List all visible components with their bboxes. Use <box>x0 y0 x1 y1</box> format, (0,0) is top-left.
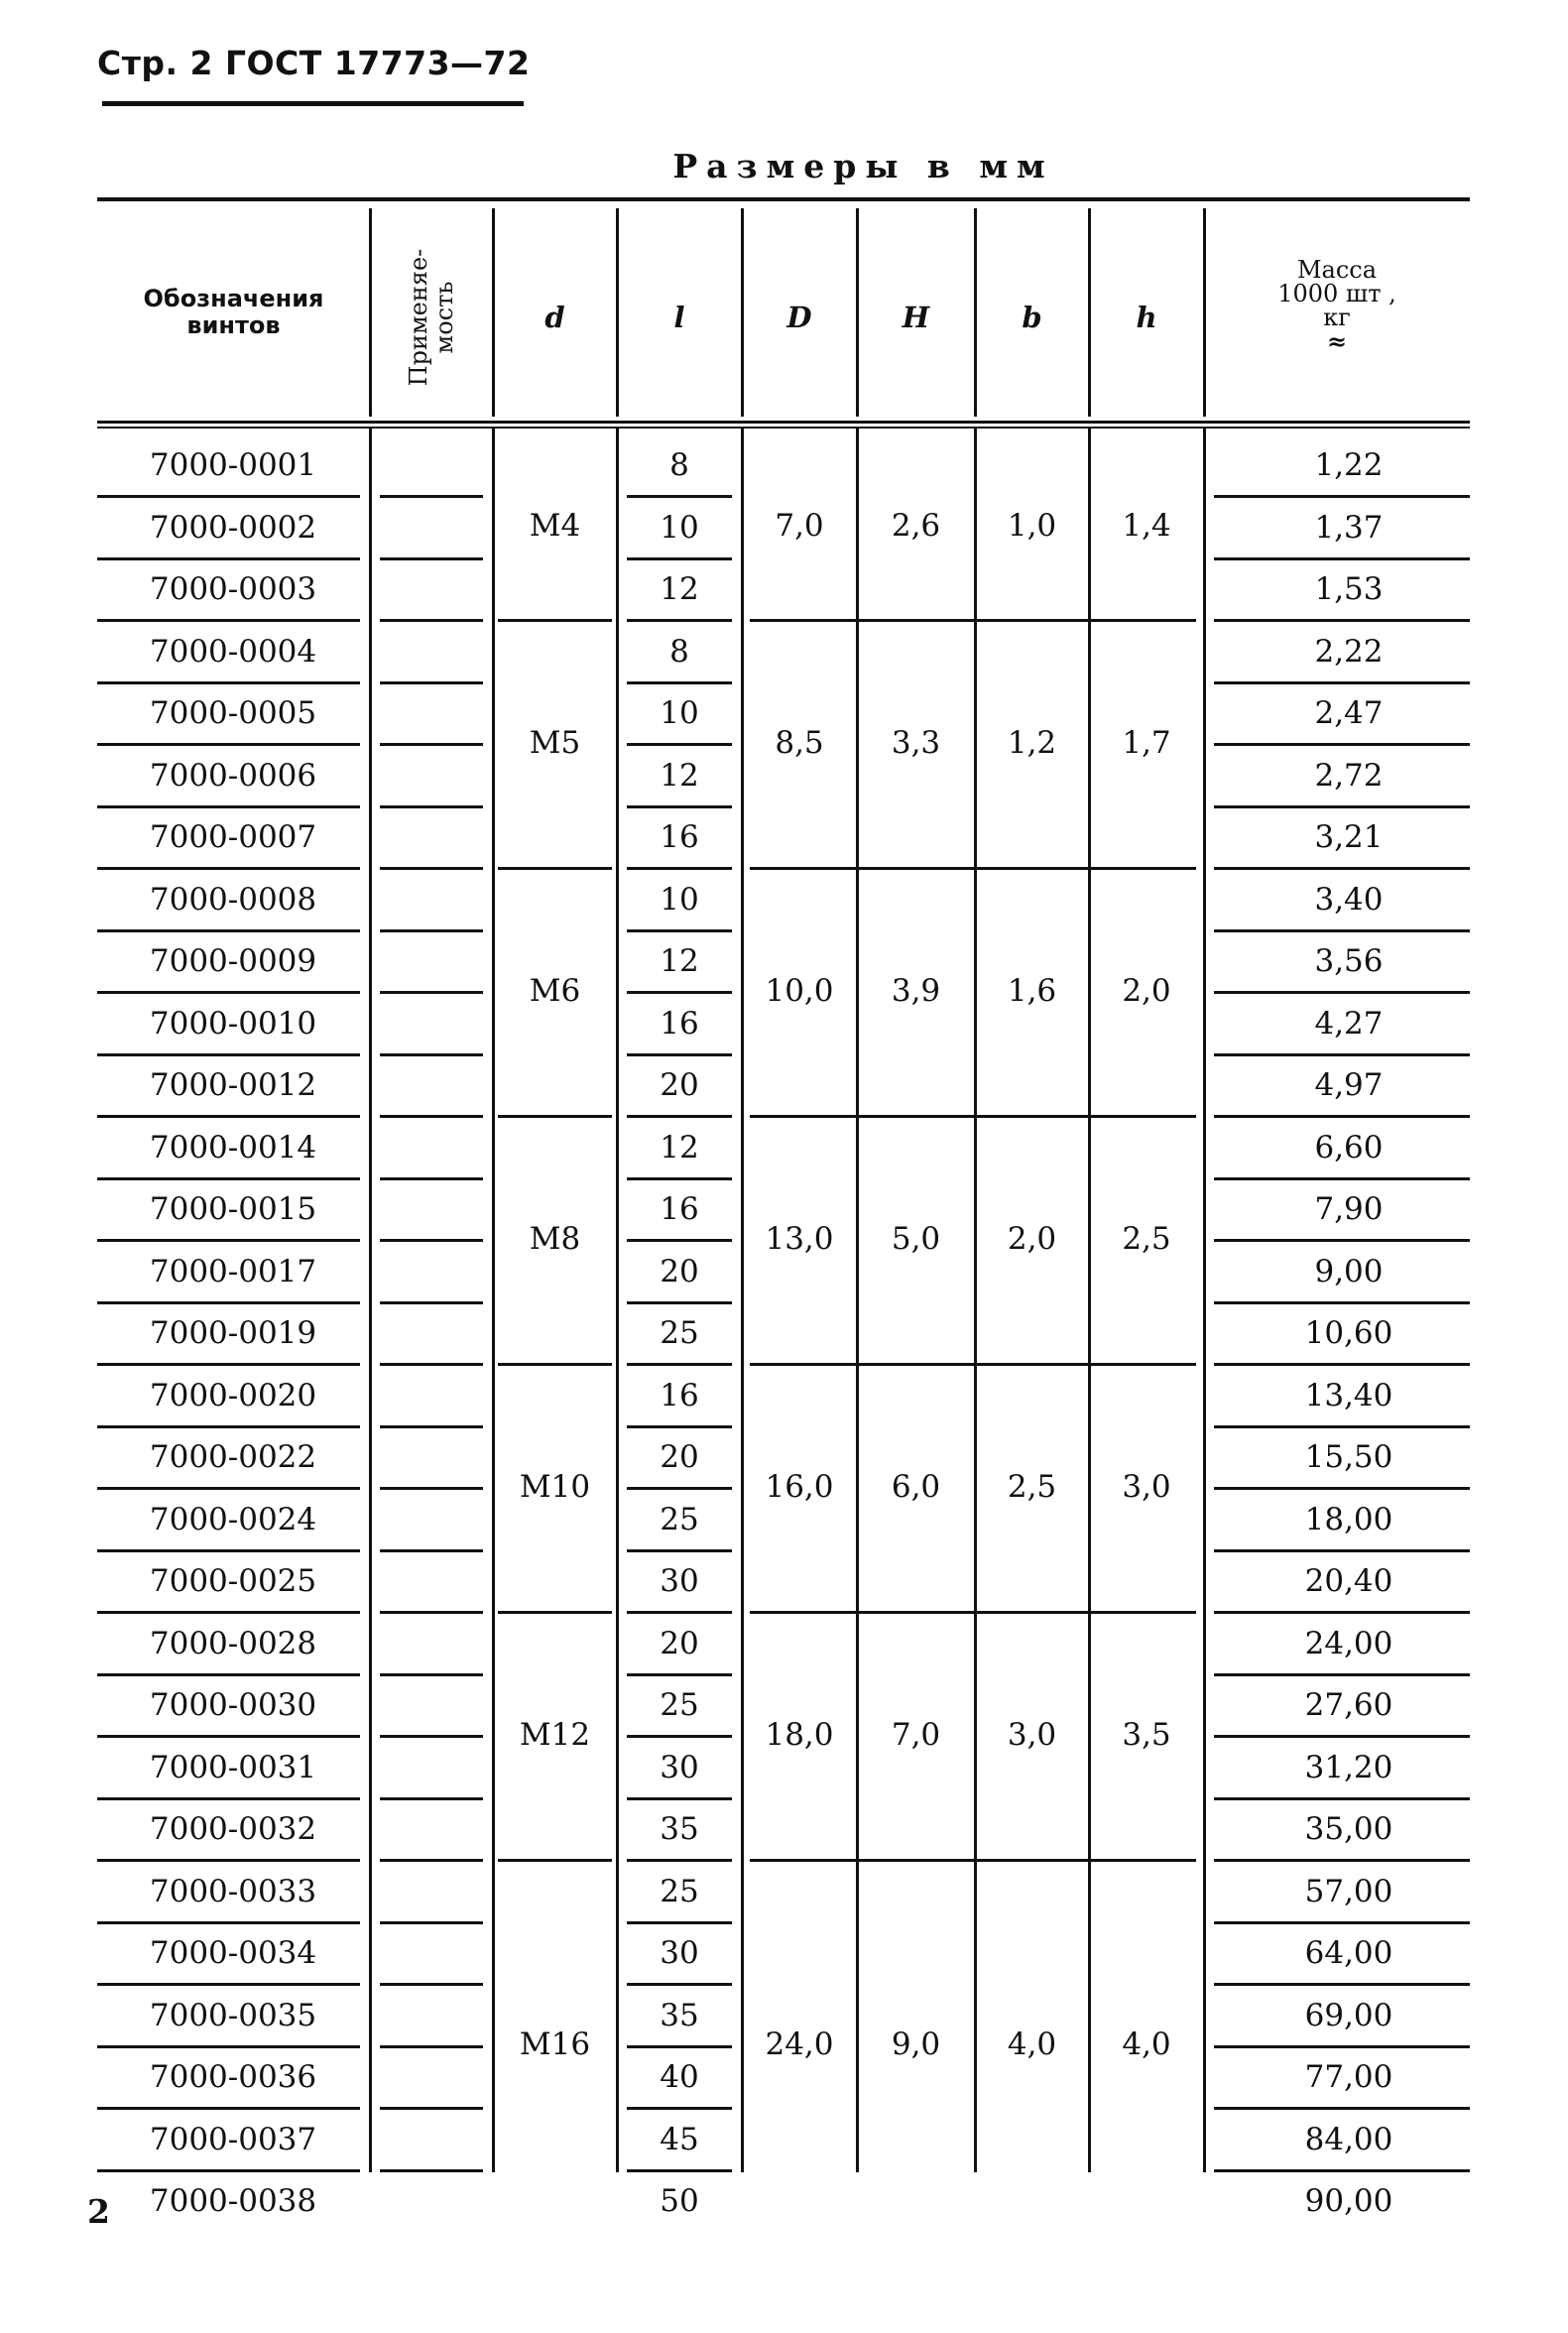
row-rule <box>380 1797 483 1800</box>
row-rule <box>627 1487 732 1490</box>
col-header-d: d <box>544 301 565 334</box>
length-l: 8 <box>669 447 689 484</box>
row-rule <box>380 1053 483 1056</box>
body-column-divider <box>369 429 372 2172</box>
dimension-D: 16,0 <box>765 1468 834 1505</box>
dimension-b: 1,2 <box>1007 724 1057 761</box>
length-l: 45 <box>660 2121 699 2157</box>
dimension-h: 4,0 <box>1122 2026 1171 2062</box>
row-rule <box>627 1239 732 1242</box>
col-header-mass-line: Масса <box>1296 256 1378 284</box>
length-l: 30 <box>660 1935 699 1972</box>
row-rule <box>627 743 732 746</box>
screw-designation: 7000-0034 <box>149 1935 317 1972</box>
row-rule <box>380 1549 483 1552</box>
length-l: 25 <box>660 1315 699 1352</box>
thread-d: М10 <box>519 1468 591 1505</box>
length-l: 10 <box>660 509 699 546</box>
row-rule <box>380 557 483 560</box>
screw-designation: 7000-0002 <box>149 509 317 546</box>
screw-designation: 7000-0031 <box>149 1749 317 1785</box>
screw-designation: 7000-0022 <box>149 1439 317 1476</box>
header-column-divider <box>974 208 977 417</box>
dimension-h: 1,7 <box>1122 724 1171 761</box>
row-rule <box>1214 1115 1470 1118</box>
group-rule <box>750 619 1196 622</box>
row-rule <box>97 1549 360 1552</box>
row-rule <box>1214 1859 1470 1862</box>
row-rule <box>627 1921 732 1924</box>
mass-value: 90,00 <box>1304 2183 1393 2220</box>
row-rule <box>380 1859 483 1862</box>
mass-value: 2,22 <box>1314 633 1384 670</box>
row-rule <box>627 1611 732 1614</box>
screw-designation: 7000-0008 <box>149 881 317 918</box>
page-number: 2 <box>87 2192 110 2231</box>
length-l: 30 <box>660 1563 699 1600</box>
dimension-h: 2,5 <box>1122 1220 1171 1257</box>
row-rule <box>380 867 483 870</box>
row-rule <box>97 2107 360 2110</box>
body-column-divider <box>1203 429 1206 2172</box>
dimension-H: 6,0 <box>891 1468 941 1505</box>
mass-value: 9,00 <box>1314 1253 1384 1289</box>
mass-value: 3,56 <box>1314 943 1384 980</box>
row-rule <box>97 1797 360 1800</box>
screw-designation: 7000-0037 <box>149 2121 317 2157</box>
units-caption: Размеры в мм <box>672 147 1054 185</box>
group-rule <box>750 1363 1196 1366</box>
screw-designation: 7000-0007 <box>149 819 317 856</box>
row-rule <box>97 2045 360 2048</box>
row-rule <box>627 495 732 498</box>
header-bottom-rule <box>97 421 1470 424</box>
row-rule <box>1214 929 1470 932</box>
length-l: 25 <box>660 1501 699 1537</box>
thread-d: М4 <box>529 507 581 544</box>
dimension-D: 24,0 <box>765 2026 834 2062</box>
col-header-b: b <box>1022 301 1042 334</box>
mass-value: 64,00 <box>1304 1935 1393 1972</box>
mass-value: 77,00 <box>1304 2059 1393 2096</box>
dimension-b: 3,0 <box>1007 1716 1057 1753</box>
row-rule <box>1214 2045 1470 2048</box>
group-rule <box>750 1611 1196 1614</box>
dimension-h: 1,4 <box>1122 507 1171 544</box>
row-rule <box>380 2045 483 2048</box>
row-rule <box>627 1177 732 1180</box>
screw-designation: 7000-0030 <box>149 1687 317 1724</box>
screw-designation: 7000-0003 <box>149 571 317 608</box>
row-rule <box>97 1859 360 1862</box>
screw-designation: 7000-0024 <box>149 1501 317 1537</box>
screw-designation: 7000-0017 <box>149 1253 317 1289</box>
row-rule <box>627 557 732 560</box>
dimension-D: 8,5 <box>775 724 824 761</box>
mass-value: 2,72 <box>1314 757 1384 794</box>
row-rule <box>380 1921 483 1924</box>
row-rule <box>627 1053 732 1056</box>
thread-d: М16 <box>519 2026 591 2062</box>
length-l: 30 <box>660 1749 699 1785</box>
row-rule <box>380 1115 483 1118</box>
row-rule <box>97 1487 360 1490</box>
row-rule <box>1214 805 1470 808</box>
length-l: 12 <box>660 943 699 980</box>
header-column-divider <box>1203 208 1206 417</box>
row-rule <box>627 681 732 684</box>
row-rule <box>1214 1239 1470 1242</box>
mass-value: 24,00 <box>1304 1625 1393 1661</box>
row-rule <box>380 495 483 498</box>
mass-value: 31,20 <box>1304 1749 1393 1785</box>
screw-designation: 7000-0032 <box>149 1811 317 1848</box>
screw-designation: 7000-0005 <box>149 695 317 732</box>
dimension-b: 1,6 <box>1007 972 1057 1009</box>
mass-value: 69,00 <box>1304 1997 1393 2033</box>
col-header-applicability: Применяе-мость <box>405 248 458 387</box>
dimension-h: 2,0 <box>1122 972 1171 1009</box>
row-rule <box>1214 1363 1470 1366</box>
group-rule <box>750 1115 1196 1118</box>
screw-designation: 7000-0036 <box>149 2059 317 2096</box>
length-l: 35 <box>660 1997 699 2033</box>
body-column-divider <box>856 429 859 2172</box>
length-l: 16 <box>660 1191 699 1228</box>
row-rule <box>97 1611 360 1614</box>
row-rule <box>1214 2107 1470 2110</box>
dimension-H: 7,0 <box>891 1716 941 1753</box>
row-rule <box>1214 1177 1470 1180</box>
row-rule <box>627 619 732 622</box>
screw-designation: 7000-0038 <box>149 2183 317 2220</box>
row-rule <box>380 1983 483 1986</box>
mass-value: 2,47 <box>1314 695 1384 732</box>
group-rule <box>498 1859 612 1862</box>
row-rule <box>380 1487 483 1490</box>
header-column-divider <box>856 208 859 417</box>
mass-value: 57,00 <box>1304 1873 1393 1909</box>
mass-value: 1,22 <box>1314 447 1384 484</box>
mass-value: 84,00 <box>1304 2121 1393 2157</box>
dimension-D: 7,0 <box>775 507 824 544</box>
row-rule <box>1214 1983 1470 1986</box>
dimension-b: 1,0 <box>1007 507 1057 544</box>
row-rule <box>97 805 360 808</box>
row-rule <box>1214 1549 1470 1552</box>
row-rule <box>380 805 483 808</box>
row-rule <box>97 681 360 684</box>
table-top-rule <box>97 197 1470 201</box>
dimension-h: 3,5 <box>1122 1716 1171 1753</box>
group-rule <box>498 1363 612 1366</box>
screw-designation: 7000-0035 <box>149 1997 317 2033</box>
row-rule <box>380 1177 483 1180</box>
length-l: 35 <box>660 1811 699 1848</box>
row-rule <box>1214 557 1470 560</box>
screw-designation: 7000-0012 <box>149 1067 317 1104</box>
col-header-designation: Обозначения винтов <box>143 285 324 339</box>
col-header-mass-line: 1000 шт , <box>1277 280 1396 307</box>
row-rule <box>627 1425 732 1428</box>
mass-value: 4,97 <box>1314 1067 1384 1104</box>
dimension-H: 3,3 <box>891 724 941 761</box>
screw-designation: 7000-0001 <box>149 447 317 484</box>
mass-value: 7,90 <box>1314 1191 1384 1228</box>
row-rule <box>1214 743 1470 746</box>
row-rule <box>627 1673 732 1676</box>
row-rule <box>1214 1487 1470 1490</box>
group-rule <box>498 867 612 870</box>
body-column-divider <box>974 429 977 2172</box>
length-l: 16 <box>660 1377 699 1413</box>
row-rule <box>380 1611 483 1614</box>
mass-value: 27,60 <box>1304 1687 1393 1724</box>
row-rule <box>97 1735 360 1738</box>
length-l: 25 <box>660 1873 699 1909</box>
mass-value: 35,00 <box>1304 1811 1393 1848</box>
thread-d: М12 <box>519 1716 591 1753</box>
mass-value: 1,37 <box>1314 509 1384 546</box>
row-rule <box>97 1983 360 1986</box>
header-column-divider <box>492 208 495 417</box>
row-rule <box>627 991 732 994</box>
screw-designation: 7000-0006 <box>149 757 317 794</box>
col-header-l: l <box>673 301 685 334</box>
row-rule <box>97 991 360 994</box>
row-rule <box>380 2107 483 2110</box>
screw-designation: 7000-0010 <box>149 1005 317 1042</box>
screw-designation: 7000-0028 <box>149 1625 317 1661</box>
dimension-b: 4,0 <box>1007 2026 1057 2062</box>
screw-designation: 7000-0009 <box>149 943 317 980</box>
dimension-H: 2,6 <box>891 507 941 544</box>
screw-designation: 7000-0015 <box>149 1191 317 1228</box>
row-rule <box>1214 991 1470 994</box>
row-rule <box>1214 1673 1470 1676</box>
col-header-h: h <box>1136 301 1157 334</box>
dimension-b: 2,0 <box>1007 1220 1057 1257</box>
row-rule <box>627 2169 732 2172</box>
thread-d: М6 <box>529 972 581 1009</box>
length-l: 25 <box>660 1687 699 1724</box>
row-rule <box>380 619 483 622</box>
header-column-divider <box>741 208 744 417</box>
row-rule <box>1214 1921 1470 1924</box>
mass-value: 6,60 <box>1314 1129 1384 1166</box>
length-l: 50 <box>660 2183 699 2220</box>
row-rule <box>627 1983 732 1986</box>
row-rule <box>97 1673 360 1676</box>
row-rule <box>1214 1611 1470 1614</box>
length-l: 12 <box>660 1129 699 1166</box>
length-l: 12 <box>660 757 699 794</box>
row-rule <box>380 2169 483 2172</box>
row-rule <box>97 619 360 622</box>
row-rule <box>627 1735 732 1738</box>
mass-value: 3,40 <box>1314 881 1384 918</box>
row-rule <box>97 1115 360 1118</box>
dimension-D: 13,0 <box>765 1220 834 1257</box>
row-rule <box>97 1239 360 1242</box>
row-rule <box>97 743 360 746</box>
mass-value: 1,53 <box>1314 571 1384 608</box>
page-title: Стр. 2 ГОСТ 17773—72 <box>97 44 531 82</box>
row-rule <box>97 2169 360 2172</box>
screw-designation: 7000-0020 <box>149 1377 317 1413</box>
screw-designation: 7000-0014 <box>149 1129 317 1166</box>
dimension-H: 9,0 <box>891 2026 941 2062</box>
row-rule <box>380 1239 483 1242</box>
row-rule <box>627 2045 732 2048</box>
length-l: 40 <box>660 2059 699 2096</box>
group-rule <box>750 1859 1196 1862</box>
length-l: 16 <box>660 819 699 856</box>
row-rule <box>627 929 732 932</box>
mass-value: 10,60 <box>1304 1315 1393 1352</box>
row-rule <box>627 1301 732 1304</box>
row-rule <box>1214 681 1470 684</box>
mass-value: 15,50 <box>1304 1439 1393 1476</box>
group-rule <box>750 867 1196 870</box>
screw-designation: 7000-0004 <box>149 633 317 670</box>
row-rule <box>97 1921 360 1924</box>
mass-value: 4,27 <box>1314 1005 1384 1042</box>
row-rule <box>97 867 360 870</box>
body-column-divider <box>741 429 744 2172</box>
row-rule <box>627 867 732 870</box>
row-rule <box>97 495 360 498</box>
row-rule <box>380 1735 483 1738</box>
row-rule <box>1214 1053 1470 1056</box>
row-rule <box>97 929 360 932</box>
length-l: 20 <box>660 1625 699 1661</box>
dimension-D: 18,0 <box>765 1716 834 1753</box>
row-rule <box>97 557 360 560</box>
body-column-divider <box>1088 429 1091 2172</box>
header-column-divider <box>1088 208 1091 417</box>
length-l: 8 <box>669 633 689 670</box>
dimension-H: 5,0 <box>891 1220 941 1257</box>
group-rule <box>498 619 612 622</box>
row-rule <box>627 1549 732 1552</box>
length-l: 10 <box>660 695 699 732</box>
length-l: 20 <box>660 1253 699 1289</box>
thread-d: М5 <box>529 724 581 761</box>
dimension-D: 10,0 <box>765 972 834 1009</box>
dimension-H: 3,9 <box>891 972 941 1009</box>
row-rule <box>97 1363 360 1366</box>
row-rule <box>1214 1797 1470 1800</box>
group-rule <box>498 1611 612 1614</box>
col-header-mass-line: ≈ <box>1326 326 1348 356</box>
col-header-D: D <box>786 301 812 334</box>
row-rule <box>627 805 732 808</box>
mass-value: 20,40 <box>1304 1563 1393 1600</box>
row-rule <box>1214 867 1470 870</box>
mass-value: 18,00 <box>1304 1501 1393 1537</box>
row-rule <box>380 743 483 746</box>
row-rule <box>627 2107 732 2110</box>
header-bottom-rule-2 <box>97 427 1470 429</box>
row-rule <box>1214 1425 1470 1428</box>
thread-d: М8 <box>529 1220 581 1257</box>
length-l: 20 <box>660 1439 699 1476</box>
row-rule <box>1214 1735 1470 1738</box>
group-rule <box>498 1115 612 1118</box>
row-rule <box>380 681 483 684</box>
row-rule <box>1214 1301 1470 1304</box>
row-rule <box>1214 495 1470 498</box>
row-rule <box>380 991 483 994</box>
row-rule <box>380 1673 483 1676</box>
row-rule <box>1214 2169 1470 2172</box>
dimension-b: 2,5 <box>1007 1468 1057 1505</box>
row-rule <box>380 1301 483 1304</box>
mass-value: 13,40 <box>1304 1377 1393 1413</box>
length-l: 16 <box>660 1005 699 1042</box>
length-l: 10 <box>660 881 699 918</box>
screw-designation: 7000-0033 <box>149 1873 317 1909</box>
length-l: 20 <box>660 1067 699 1104</box>
screw-designation: 7000-0019 <box>149 1315 317 1352</box>
row-rule <box>627 1797 732 1800</box>
row-rule <box>380 1425 483 1428</box>
row-rule <box>1214 619 1470 622</box>
row-rule <box>97 1177 360 1180</box>
mass-value: 3,21 <box>1314 819 1384 856</box>
body-column-divider <box>492 429 495 2172</box>
header-column-divider <box>616 208 619 417</box>
col-header-H: H <box>902 301 930 334</box>
row-rule <box>627 1363 732 1366</box>
col-header-mass-line: кг <box>1323 304 1351 331</box>
body-column-divider <box>616 429 619 2172</box>
row-rule <box>627 1859 732 1862</box>
row-rule <box>627 1115 732 1118</box>
dimension-h: 3,0 <box>1122 1468 1171 1505</box>
length-l: 12 <box>660 571 699 608</box>
row-rule <box>97 1053 360 1056</box>
row-rule <box>380 929 483 932</box>
row-rule <box>97 1425 360 1428</box>
screw-designation: 7000-0025 <box>149 1563 317 1600</box>
row-rule <box>380 1363 483 1366</box>
row-rule <box>97 1301 360 1304</box>
